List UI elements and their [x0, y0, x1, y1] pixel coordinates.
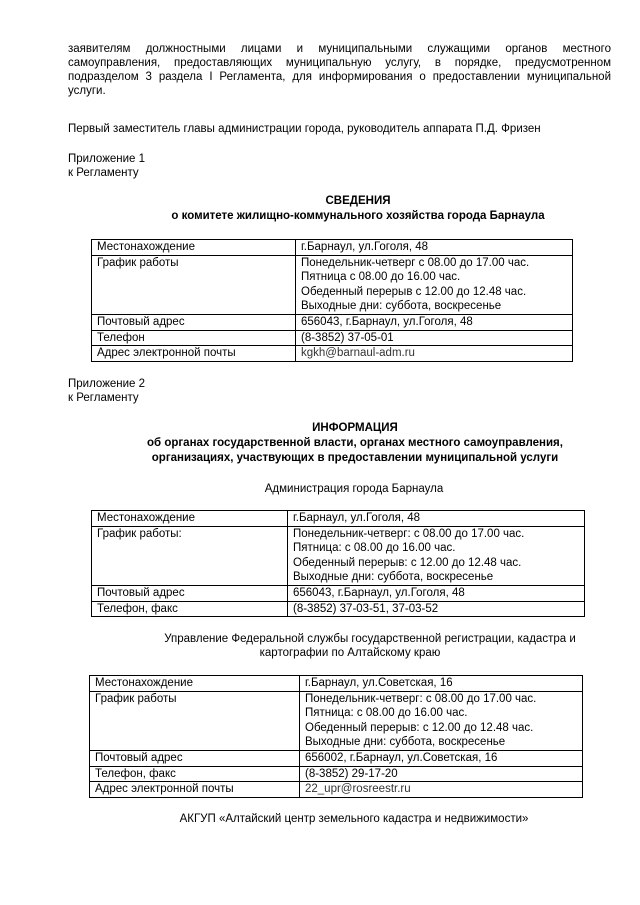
appendix1-value-line: Выходные дни: суббота, воскресенье	[301, 300, 502, 313]
appendix1-value-cell	[296, 314, 573, 330]
org2-value-line: 656002, г.Барнаул, ул.Советская, 16	[305, 751, 498, 764]
org1-value-line: 656043, г.Барнаул, ул.Гоголя, 48	[293, 586, 465, 599]
appendix1-value-cell	[296, 255, 573, 314]
appendix1-value-cell	[296, 346, 573, 362]
appendix1-value-line: 656043, г.Барнаул, ул.Гоголя, 48	[301, 315, 473, 328]
appendix1-subtitle: о комитете жилищно-коммунального хозяйства города Барнаула	[171, 210, 545, 222]
appendix1-row	[92, 314, 573, 330]
org1-label-cell: График работы:	[92, 526, 288, 585]
org2-table	[89, 675, 583, 798]
org2-value-line: 22_upr@rosreestr.ru	[305, 783, 411, 796]
intro-paragraph: заявителям должностными лицами и муниципальными служащими органов местного самоуправления, предоставляющих муниципальную услугу, в порядке, предусмотренном подразделом 3 раздела I Регламента, для информирования о предоставлении муниципальной услуги.	[68, 43, 611, 97]
appendix1-row	[92, 330, 573, 346]
appendix1-value-line: Пятница с 08.00 до 16.00 час.	[301, 271, 461, 284]
org1-label-cell: Почтовый адрес	[92, 585, 288, 601]
appendix1-label-cell: Почтовый адрес	[92, 314, 296, 330]
appendix1-row	[92, 346, 573, 362]
org1-row	[92, 511, 585, 527]
org2-label-cell: Почтовый адрес	[90, 750, 300, 766]
appendix1-value-line: Обеденный перерыв с 12.00 до 12.48 час.	[301, 285, 527, 298]
appendix1-table	[91, 239, 573, 362]
appendix2-label: Приложение 2	[68, 378, 146, 390]
appendix1-label-cell: Телефон	[92, 330, 296, 346]
appendix1-value-cell	[296, 330, 573, 346]
org1-value-line: Обеденный перерыв: с 12.00 до 12.48 час.	[293, 556, 522, 569]
org2-value-line: Обеденный перерыв: с 12.00 до 12.48 час.	[305, 721, 534, 734]
org1-table	[91, 510, 585, 617]
appendix2-reference: к Регламенту	[68, 392, 139, 404]
org3-name: АКГУП «Алтайский центр земельного кадастра и недвижимости»	[179, 813, 529, 825]
appendix1-label-cell: График работы	[92, 255, 296, 314]
appendix1-label-cell: Местонахождение	[92, 240, 296, 256]
org1-label-cell: Телефон, факс	[92, 601, 288, 617]
org1-value-cell	[288, 511, 585, 527]
org2-value-line: Пятница: с 08.00 до 16.00 час.	[305, 707, 468, 720]
org2-row	[90, 782, 583, 798]
org1-value-line: Выходные дни: суббота, воскресенье	[293, 571, 494, 584]
appendix1-value-line: Понедельник-четверг с 08.00 до 17.00 час.	[301, 256, 530, 269]
org2-row	[90, 766, 583, 782]
org1-value-cell	[288, 526, 585, 585]
org2-value-line: Понедельник-четверг: с 08.00 до 17.00 час.	[305, 692, 537, 705]
org1-value-cell	[288, 585, 585, 601]
appendix2-title: ИНФОРМАЦИЯ	[312, 422, 398, 434]
org2-label-cell: Местонахождение	[90, 676, 300, 692]
org1-row	[92, 601, 585, 617]
org2-row	[90, 750, 583, 766]
org2-value-cell	[300, 691, 583, 750]
org2-label-cell: Телефон, факс	[90, 766, 300, 782]
appendix1-title: СВЕДЕНИЯ	[325, 195, 391, 207]
appendix1-row	[92, 240, 573, 256]
org1-row	[92, 526, 585, 585]
org1-name: Администрация города Барнаула	[264, 483, 444, 495]
org2-row	[90, 676, 583, 692]
org1-value-line: Понедельник-четверг: с 08.00 до 17.00 час.	[293, 527, 525, 540]
appendix1-row	[92, 255, 573, 314]
org1-value-line: (8-3852) 37-03-51, 37-03-52	[293, 602, 439, 615]
org1-value-line: Пятница: с 08.00 до 16.00 час.	[293, 542, 456, 555]
org2-value-cell	[300, 766, 583, 782]
org2-value-line: Выходные дни: суббота, воскресенье	[305, 736, 506, 749]
org2-label-cell: График работы	[90, 691, 300, 750]
appendix1-value-line: (8-3852) 37-05-01	[301, 331, 394, 344]
appendix1-value-cell	[296, 240, 573, 256]
org1-label-cell: Местонахождение	[92, 511, 288, 527]
appendix1-value-line: г.Барнаул, ул.Гоголя, 48	[301, 241, 428, 253]
appendix1-label-cell: Адрес электронной почты	[92, 346, 296, 362]
appendix1-value-line: kgkh@barnaul-adm.ru	[301, 347, 415, 360]
appendix1-reference: к Регламенту	[68, 167, 139, 179]
org2-value-cell	[300, 782, 583, 798]
org1-row	[92, 585, 585, 601]
org1-value-cell	[288, 601, 585, 617]
org2-value-line: г.Барнаул, ул.Советская, 16	[305, 677, 453, 689]
org2-value-cell	[300, 676, 583, 692]
org2-name-line2: картографии по Алтайскому краю	[259, 647, 441, 659]
signature-line: Первый заместитель главы администрации города, руководитель аппарата П.Д. Фризен	[68, 123, 541, 135]
org2-value-line: (8-3852) 29-17-20	[305, 767, 398, 780]
appendix2-subtitle-line1: об органах государственной власти, органах местного самоуправления,	[147, 437, 563, 449]
org2-row	[90, 691, 583, 750]
appendix2-subtitle-line2: организациях, участвующих в предоставлении муниципальной услуги	[151, 452, 559, 464]
org2-name-line1: Управление Федеральной службы государственной регистрации, кадастра и	[164, 633, 576, 645]
org2-value-cell	[300, 750, 583, 766]
org1-value-line: г.Барнаул, ул.Гоголя, 48	[293, 512, 420, 524]
org2-label-cell: Адрес электронной почты	[90, 782, 300, 798]
appendix1-label: Приложение 1	[68, 153, 146, 165]
